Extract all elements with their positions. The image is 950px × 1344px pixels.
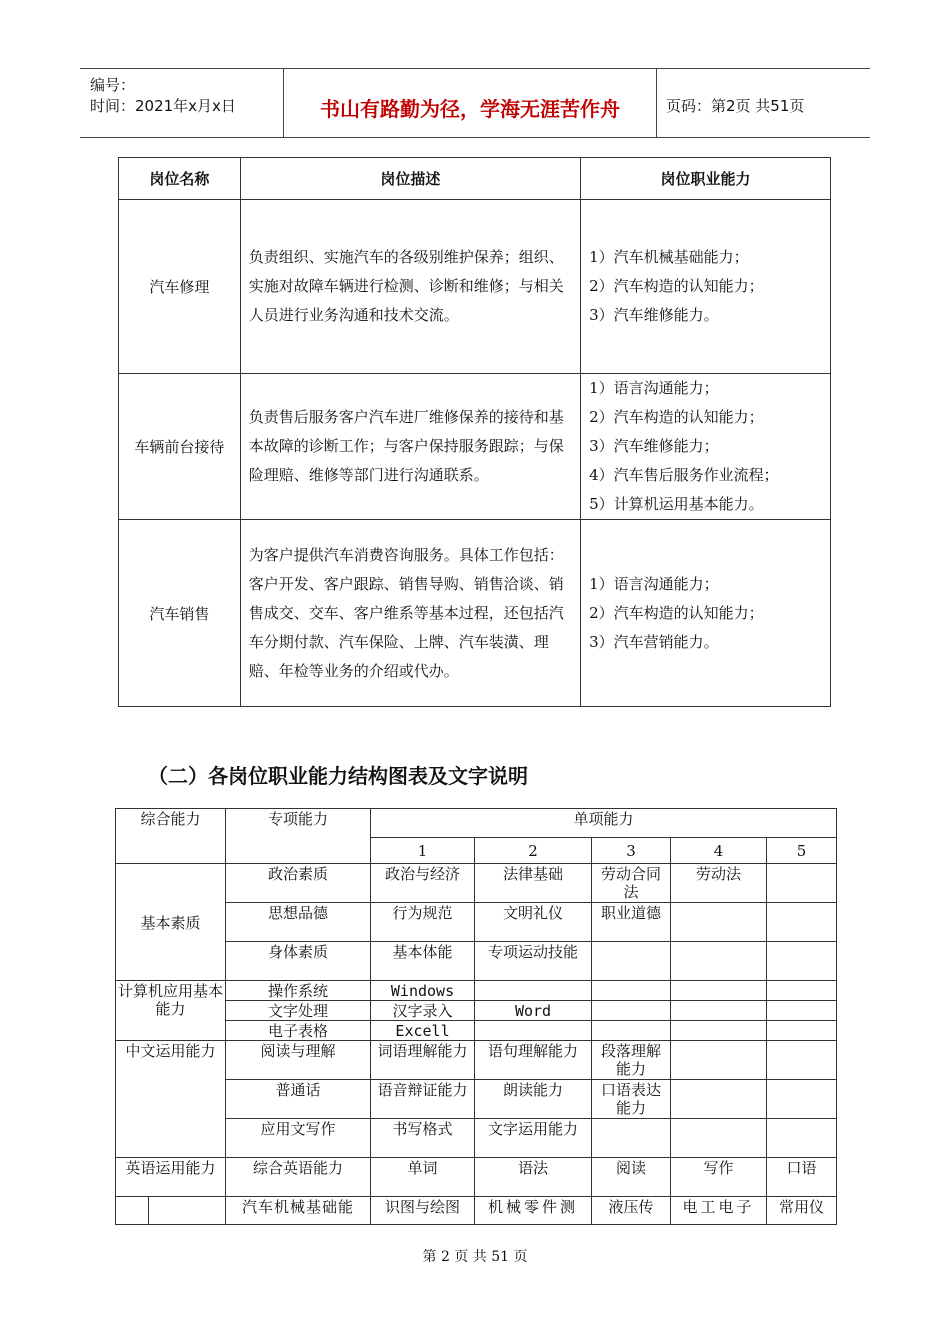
table-cell: 电工电子 bbox=[671, 1197, 767, 1225]
position-name: 汽车销售 bbox=[119, 520, 241, 707]
col-number: 4 bbox=[671, 838, 767, 864]
table-cell: 政治与经济 bbox=[371, 864, 475, 903]
table-cell bbox=[767, 1119, 837, 1158]
header-motto: 书山有路勤为径，学海无涯苦作舟 bbox=[320, 97, 620, 121]
header-number: 编号： bbox=[90, 76, 136, 94]
ability-item: 1）汽车机械基础能力； bbox=[589, 248, 749, 266]
table-cell: 基本体能 bbox=[371, 942, 475, 981]
col-number: 2 bbox=[475, 838, 592, 864]
ability-item: 2）汽车构造的认知能力； bbox=[589, 603, 764, 622]
table-cell: 应用文写作 bbox=[226, 1119, 371, 1158]
position-name: 车辆前台接待 bbox=[119, 374, 241, 520]
table-header-row bbox=[116, 809, 837, 838]
col-number: 3 bbox=[592, 838, 671, 864]
table-row bbox=[116, 1158, 837, 1197]
table-cell: 常用仪 bbox=[767, 1197, 837, 1225]
table-cell: 口语 bbox=[767, 1158, 837, 1197]
table-cell bbox=[592, 1001, 671, 1021]
table-cell: 身体素质 bbox=[226, 942, 371, 981]
col-number: 5 bbox=[767, 838, 837, 864]
table-cell bbox=[767, 903, 837, 942]
group-chinese: 中文运用能力 bbox=[116, 1041, 226, 1158]
positions-table bbox=[118, 157, 831, 707]
header-page-cell bbox=[656, 69, 870, 137]
table-cell: 文字处理 bbox=[226, 1001, 371, 1021]
table-cell: 综合英语能力 bbox=[226, 1158, 371, 1197]
ability-item: 5）计算机运用基本能力。 bbox=[589, 495, 764, 513]
table-cell: 文字运用能力 bbox=[475, 1119, 592, 1158]
table-cell: 普通话 bbox=[226, 1080, 371, 1119]
header-motto-cell bbox=[283, 69, 657, 137]
table-cell: 单词 bbox=[371, 1158, 475, 1197]
table-cell: 劳动合同法 bbox=[592, 864, 671, 903]
position-description: 负责售后服务客户汽车进厂维修保养的接待和基本故障的诊断工作；与客户保持服务跟踪；与保险理赔、维修等部门进行沟通联系。 bbox=[240, 374, 580, 520]
table-cell: 劳动法 bbox=[671, 864, 767, 903]
position-abilities bbox=[581, 520, 831, 707]
table-cell bbox=[116, 1197, 149, 1225]
header-position-name: 岗位名称 bbox=[119, 158, 241, 200]
table-cell: 识图与绘图 bbox=[371, 1197, 475, 1225]
table-cell: 段落理解能力 bbox=[592, 1041, 671, 1080]
table-cell: 行为规范 bbox=[371, 903, 475, 942]
table-row bbox=[116, 981, 837, 1001]
ability-item: 2）汽车构造的认知能力； bbox=[589, 277, 764, 295]
table-cell bbox=[592, 942, 671, 981]
table-cell bbox=[671, 1080, 767, 1119]
position-name: 汽车修理 bbox=[119, 200, 241, 374]
table-row bbox=[116, 1041, 837, 1080]
table-row bbox=[116, 864, 837, 903]
table-cell: 法律基础 bbox=[475, 864, 592, 903]
table-cell bbox=[671, 1001, 767, 1021]
header-position-description: 岗位描述 bbox=[240, 158, 580, 200]
table-cell: 职业道德 bbox=[592, 903, 671, 942]
table-cell: 语音辩证能力 bbox=[371, 1080, 475, 1119]
page-header bbox=[80, 68, 870, 138]
table-cell: 语法 bbox=[475, 1158, 592, 1197]
position-description: 为客户提供汽车消费咨询服务。具体工作包括：客户开发、客户跟踪、销售导购、销售洽谈、销售成交、交车、客户维系等基本过程，还包括汽车分期付款、汽车保险、上牌、汽车装潢、理赔、年检等业务的介绍或代办。 bbox=[240, 520, 580, 707]
table-cell: 朗读能力 bbox=[475, 1080, 592, 1119]
table-cell: 写作 bbox=[671, 1158, 767, 1197]
page-footer: 第 2 页 共 51 页 bbox=[422, 1249, 528, 1265]
table-cell: Windows bbox=[371, 981, 475, 1001]
ability-item: 1）语言沟通能力； bbox=[589, 574, 719, 593]
table-cell bbox=[767, 981, 837, 1001]
table-cell: 阅读与理解 bbox=[226, 1041, 371, 1080]
table-row bbox=[116, 1197, 837, 1225]
ability-item: 4）汽车售后服务作业流程； bbox=[589, 466, 779, 484]
table-cell bbox=[671, 981, 767, 1001]
header-time: 时间：2021年x月x日 bbox=[90, 97, 236, 115]
table-cell: Word bbox=[475, 1001, 592, 1021]
table-cell bbox=[149, 1197, 226, 1225]
ability-item: 1）语言沟通能力； bbox=[589, 379, 719, 397]
col-number: 1 bbox=[371, 838, 475, 864]
header-page-number: 页码：第2页 共51页 bbox=[666, 97, 805, 115]
table-cell: 文明礼仪 bbox=[475, 903, 592, 942]
table-row bbox=[119, 520, 831, 707]
table-cell: 语句理解能力 bbox=[475, 1041, 592, 1080]
table-cell bbox=[767, 1041, 837, 1080]
group-english: 英语运用能力 bbox=[116, 1158, 226, 1197]
table-cell: 口语表达能力 bbox=[592, 1080, 671, 1119]
table-cell bbox=[767, 1001, 837, 1021]
table-cell: 电子表格 bbox=[226, 1021, 371, 1041]
table-cell: 思想品德 bbox=[226, 903, 371, 942]
table-cell bbox=[475, 1021, 592, 1041]
table-cell bbox=[592, 1119, 671, 1158]
table-cell bbox=[767, 942, 837, 981]
table-cell bbox=[592, 1021, 671, 1041]
header-position-ability: 岗位职业能力 bbox=[581, 158, 831, 200]
table-cell bbox=[767, 864, 837, 903]
table-cell: 词语理解能力 bbox=[371, 1041, 475, 1080]
table-cell bbox=[767, 1021, 837, 1041]
position-abilities bbox=[581, 200, 831, 374]
positions-header-row bbox=[119, 158, 831, 200]
header-single: 单项能力 bbox=[371, 809, 837, 838]
table-row bbox=[119, 200, 831, 374]
section-title: （二）各岗位职业能力结构图表及文字说明 bbox=[148, 764, 528, 788]
ability-item: 3）汽车维修能力。 bbox=[589, 306, 719, 324]
table-cell: 汉字录入 bbox=[371, 1001, 475, 1021]
table-cell bbox=[592, 981, 671, 1001]
table-cell: 液压传 bbox=[592, 1197, 671, 1225]
table-cell bbox=[671, 1119, 767, 1158]
position-abilities bbox=[581, 374, 831, 520]
table-cell: 机械零件测 bbox=[475, 1197, 592, 1225]
header-meta bbox=[80, 69, 283, 137]
header-special: 专项能力 bbox=[226, 809, 371, 864]
ability-item: 3）汽车营销能力。 bbox=[589, 632, 719, 651]
table-cell: 专项运动技能 bbox=[475, 942, 592, 981]
ability-structure-table bbox=[115, 808, 837, 1225]
table-cell: 操作系统 bbox=[226, 981, 371, 1001]
position-description: 负责组织、实施汽车的各级别维护保养；组织、实施对故障车辆进行检测、诊断和维修；与相关人员进行业务沟通和技术交流。 bbox=[240, 200, 580, 374]
table-cell: 政治素质 bbox=[226, 864, 371, 903]
ability-item: 3）汽车维修能力； bbox=[589, 437, 719, 455]
table-cell bbox=[475, 981, 592, 1001]
header-comprehensive: 综合能力 bbox=[116, 809, 226, 864]
table-cell bbox=[671, 903, 767, 942]
group-computer: 计算机应用基本能力 bbox=[116, 981, 226, 1041]
table-row bbox=[119, 374, 831, 520]
table-cell: Excell bbox=[371, 1021, 475, 1041]
table-cell bbox=[671, 1021, 767, 1041]
group-basic-quality: 基本素质 bbox=[116, 864, 226, 981]
table-cell: 汽车机械基础能 bbox=[226, 1197, 371, 1225]
table-cell bbox=[671, 1041, 767, 1080]
table-cell bbox=[767, 1080, 837, 1119]
table-cell: 阅读 bbox=[592, 1158, 671, 1197]
table-cell: 书写格式 bbox=[371, 1119, 475, 1158]
ability-item: 2）汽车构造的认知能力； bbox=[589, 408, 764, 426]
table-cell bbox=[671, 942, 767, 981]
